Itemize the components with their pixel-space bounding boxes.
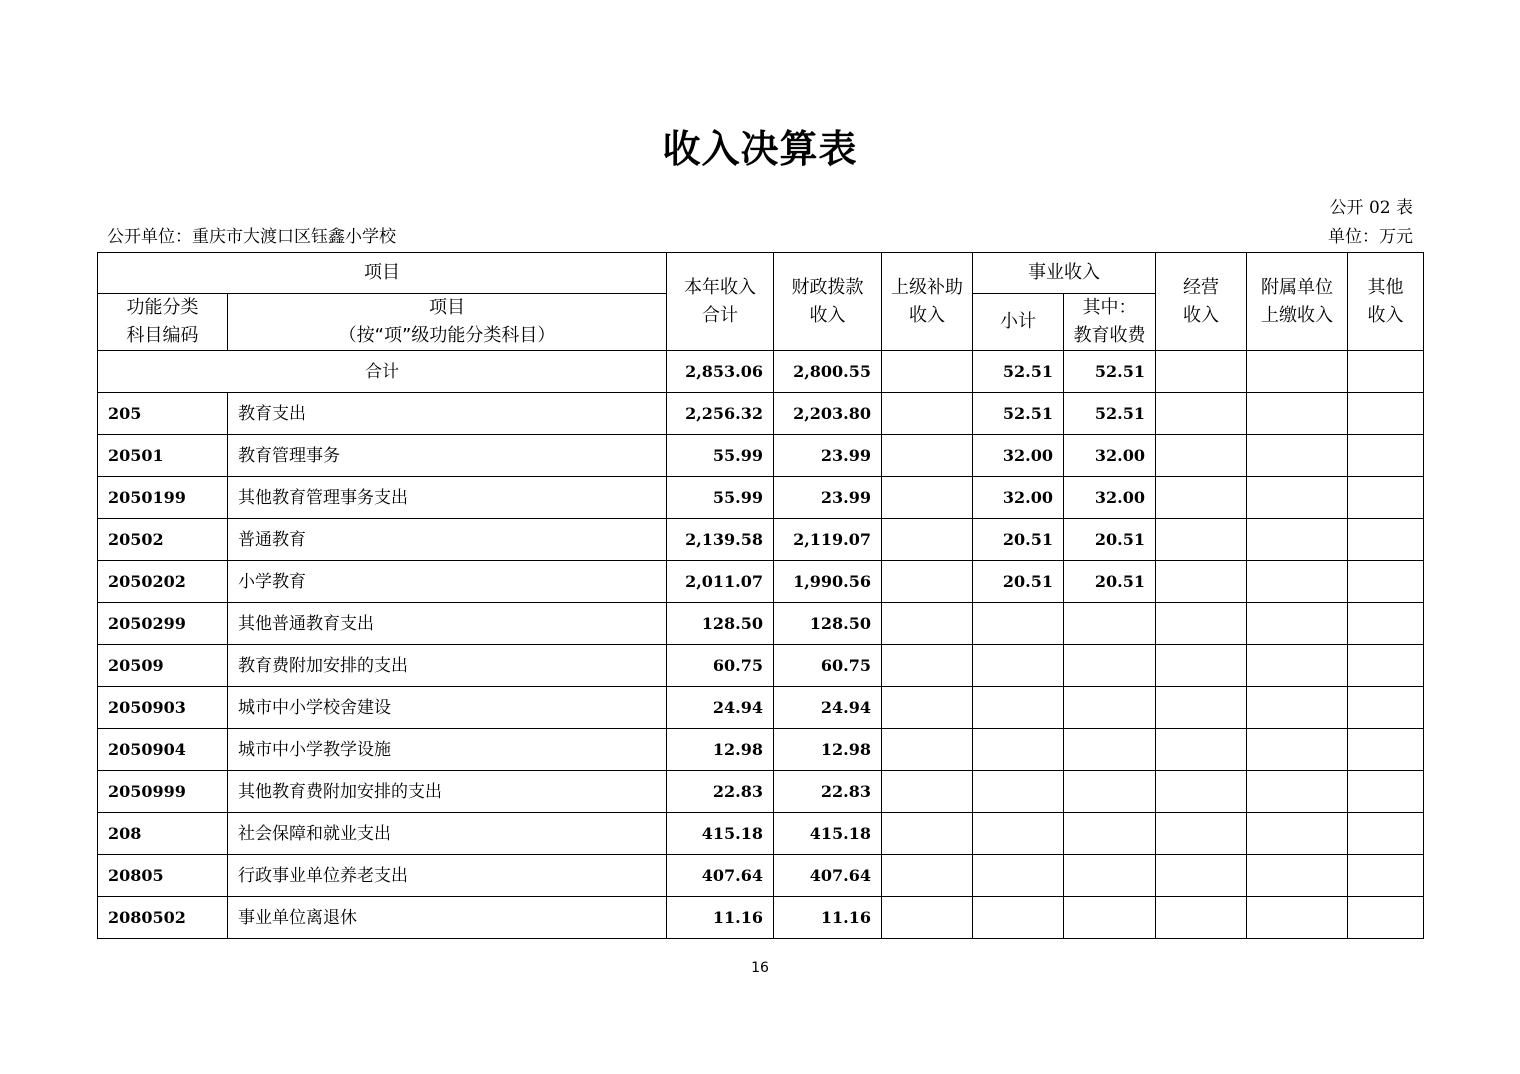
header-code: 功能分类 科目编码 <box>98 294 228 351</box>
total-label: 合计 <box>98 351 667 393</box>
row-affiliate <box>1247 519 1348 561</box>
row-total: 407.64 <box>667 855 774 897</box>
table-row <box>98 435 1424 477</box>
table-row <box>98 519 1424 561</box>
row-affiliate <box>1247 561 1348 603</box>
row-fiscal: 24.94 <box>774 687 882 729</box>
row-superior <box>882 477 973 519</box>
row-superior <box>882 687 973 729</box>
header-other: 其他 收入 <box>1348 253 1424 351</box>
row-fiscal: 1,990.56 <box>774 561 882 603</box>
row-total: 2,256.32 <box>667 393 774 435</box>
row-total: 55.99 <box>667 435 774 477</box>
row-name: 行政事业单位养老支出 <box>228 855 667 897</box>
row-total: 128.50 <box>667 603 774 645</box>
row-edu-fee <box>1064 771 1156 813</box>
row-subtotal: 20.51 <box>973 519 1064 561</box>
total-subtotal: 52.51 <box>973 351 1064 393</box>
table-row <box>98 855 1424 897</box>
row-fiscal: 23.99 <box>774 477 882 519</box>
row-other <box>1348 603 1424 645</box>
row-code: 2050202 <box>98 561 228 603</box>
total-row <box>98 351 1424 393</box>
row-superior <box>882 393 973 435</box>
header-row-1 <box>98 253 1424 294</box>
row-superior <box>882 813 973 855</box>
row-subtotal <box>973 897 1064 939</box>
row-operation <box>1156 519 1247 561</box>
row-edu-fee <box>1064 729 1156 771</box>
row-other <box>1348 561 1424 603</box>
table-row <box>98 813 1424 855</box>
form-number: 公开 02 表 <box>1329 198 1413 218</box>
row-other <box>1348 477 1424 519</box>
row-name: 事业单位离退休 <box>228 897 667 939</box>
header-total: 本年收入 合计 <box>667 253 774 351</box>
row-total: 2,139.58 <box>667 519 774 561</box>
row-name: 教育管理事务 <box>228 435 667 477</box>
row-edu-fee <box>1064 897 1156 939</box>
row-affiliate <box>1247 435 1348 477</box>
row-edu-fee: 32.00 <box>1064 477 1156 519</box>
row-edu-fee <box>1064 603 1156 645</box>
row-edu-fee <box>1064 687 1156 729</box>
row-subtotal: 32.00 <box>973 477 1064 519</box>
table-row <box>98 771 1424 813</box>
row-code: 20501 <box>98 435 228 477</box>
row-subtotal <box>973 729 1064 771</box>
row-name: 小学教育 <box>228 561 667 603</box>
total-operation <box>1156 351 1247 393</box>
row-total: 12.98 <box>667 729 774 771</box>
row-operation <box>1156 771 1247 813</box>
row-operation <box>1156 603 1247 645</box>
header-operation: 经营 收入 <box>1156 253 1247 351</box>
row-code: 20805 <box>98 855 228 897</box>
header-fiscal: 财政拨款 收入 <box>774 253 882 351</box>
row-subtotal: 20.51 <box>973 561 1064 603</box>
reporting-unit: 公开单位：重庆市大渡口区钰鑫小学校 <box>107 227 396 247</box>
row-superior <box>882 435 973 477</box>
row-superior <box>882 897 973 939</box>
row-code: 2050199 <box>98 477 228 519</box>
row-fiscal: 128.50 <box>774 603 882 645</box>
row-affiliate <box>1247 645 1348 687</box>
row-operation <box>1156 477 1247 519</box>
total-other <box>1348 351 1424 393</box>
row-code: 2050903 <box>98 687 228 729</box>
row-operation <box>1156 393 1247 435</box>
row-affiliate <box>1247 603 1348 645</box>
row-other <box>1348 855 1424 897</box>
row-fiscal: 23.99 <box>774 435 882 477</box>
row-superior <box>882 855 973 897</box>
row-subtotal: 52.51 <box>973 393 1064 435</box>
row-other <box>1348 393 1424 435</box>
row-total: 24.94 <box>667 687 774 729</box>
total-edu-fee: 52.51 <box>1064 351 1156 393</box>
row-edu-fee <box>1064 813 1156 855</box>
row-edu-fee: 32.00 <box>1064 435 1156 477</box>
row-name: 社会保障和就业支出 <box>228 813 667 855</box>
row-operation <box>1156 813 1247 855</box>
row-superior <box>882 561 973 603</box>
row-affiliate <box>1247 813 1348 855</box>
row-name: 其他教育费附加安排的支出 <box>228 771 667 813</box>
row-name: 城市中小学教学设施 <box>228 729 667 771</box>
row-fiscal: 415.18 <box>774 813 882 855</box>
row-subtotal <box>973 603 1064 645</box>
row-superior <box>882 729 973 771</box>
row-fiscal: 2,119.07 <box>774 519 882 561</box>
header-business: 事业收入 <box>973 253 1156 294</box>
row-fiscal: 407.64 <box>774 855 882 897</box>
header-superior: 上级补助 收入 <box>882 253 973 351</box>
row-fiscal: 12.98 <box>774 729 882 771</box>
row-subtotal <box>973 813 1064 855</box>
row-total: 11.16 <box>667 897 774 939</box>
row-edu-fee: 20.51 <box>1064 519 1156 561</box>
row-code: 208 <box>98 813 228 855</box>
table-row <box>98 897 1424 939</box>
row-total: 22.83 <box>667 771 774 813</box>
table-row <box>98 603 1424 645</box>
row-superior <box>882 519 973 561</box>
row-operation <box>1156 687 1247 729</box>
row-total: 55.99 <box>667 477 774 519</box>
header-project: 项目 <box>98 253 667 294</box>
row-fiscal: 22.83 <box>774 771 882 813</box>
table-row <box>98 477 1424 519</box>
row-affiliate <box>1247 393 1348 435</box>
row-total: 415.18 <box>667 813 774 855</box>
page-title: 收入决算表 <box>662 127 858 171</box>
row-name: 其他教育管理事务支出 <box>228 477 667 519</box>
row-operation <box>1156 435 1247 477</box>
row-name: 普通教育 <box>228 519 667 561</box>
row-subtotal <box>973 645 1064 687</box>
row-name: 城市中小学校舍建设 <box>228 687 667 729</box>
row-operation <box>1156 897 1247 939</box>
row-subtotal <box>973 771 1064 813</box>
row-affiliate <box>1247 477 1348 519</box>
row-other <box>1348 729 1424 771</box>
row-other <box>1348 519 1424 561</box>
row-other <box>1348 771 1424 813</box>
currency-unit: 单位：万元 <box>1328 227 1413 247</box>
header-edu-fee: 其中： 教育收费 <box>1064 294 1156 351</box>
total-superior <box>882 351 973 393</box>
row-code: 20509 <box>98 645 228 687</box>
row-operation <box>1156 729 1247 771</box>
row-fiscal: 60.75 <box>774 645 882 687</box>
header-item: 项目 （按“项”级功能分类科目） <box>228 294 667 351</box>
row-edu-fee <box>1064 645 1156 687</box>
row-edu-fee: 52.51 <box>1064 393 1156 435</box>
row-other <box>1348 645 1424 687</box>
row-code: 205 <box>98 393 228 435</box>
row-fiscal: 11.16 <box>774 897 882 939</box>
table-row <box>98 729 1424 771</box>
row-fiscal: 2,203.80 <box>774 393 882 435</box>
row-superior <box>882 645 973 687</box>
row-other <box>1348 435 1424 477</box>
row-code: 2050904 <box>98 729 228 771</box>
total-income: 2,853.06 <box>667 351 774 393</box>
row-other <box>1348 687 1424 729</box>
header-affiliate: 附属单位 上缴收入 <box>1247 253 1348 351</box>
page-number: 16 <box>751 960 769 976</box>
row-superior <box>882 603 973 645</box>
row-edu-fee <box>1064 855 1156 897</box>
row-code: 2080502 <box>98 897 228 939</box>
table-row <box>98 561 1424 603</box>
row-code: 2050999 <box>98 771 228 813</box>
row-operation <box>1156 645 1247 687</box>
total-affiliate <box>1247 351 1348 393</box>
row-affiliate <box>1247 729 1348 771</box>
row-code: 2050299 <box>98 603 228 645</box>
row-operation <box>1156 855 1247 897</box>
row-affiliate <box>1247 687 1348 729</box>
row-superior <box>882 771 973 813</box>
row-subtotal: 32.00 <box>973 435 1064 477</box>
row-name: 教育费附加安排的支出 <box>228 645 667 687</box>
row-name: 教育支出 <box>228 393 667 435</box>
row-total: 60.75 <box>667 645 774 687</box>
row-subtotal <box>973 687 1064 729</box>
row-other <box>1348 897 1424 939</box>
row-other <box>1348 813 1424 855</box>
row-affiliate <box>1247 855 1348 897</box>
row-operation <box>1156 561 1247 603</box>
table-body <box>98 393 1424 939</box>
row-name: 其他普通教育支出 <box>228 603 667 645</box>
table-row <box>98 687 1424 729</box>
row-code: 20502 <box>98 519 228 561</box>
row-total: 2,011.07 <box>667 561 774 603</box>
total-fiscal: 2,800.55 <box>774 351 882 393</box>
table-row <box>98 393 1424 435</box>
row-subtotal <box>973 855 1064 897</box>
table-row <box>98 645 1424 687</box>
row-affiliate <box>1247 897 1348 939</box>
row-affiliate <box>1247 771 1348 813</box>
row-edu-fee: 20.51 <box>1064 561 1156 603</box>
income-table <box>97 252 1424 939</box>
header-subtotal: 小计 <box>973 294 1064 351</box>
